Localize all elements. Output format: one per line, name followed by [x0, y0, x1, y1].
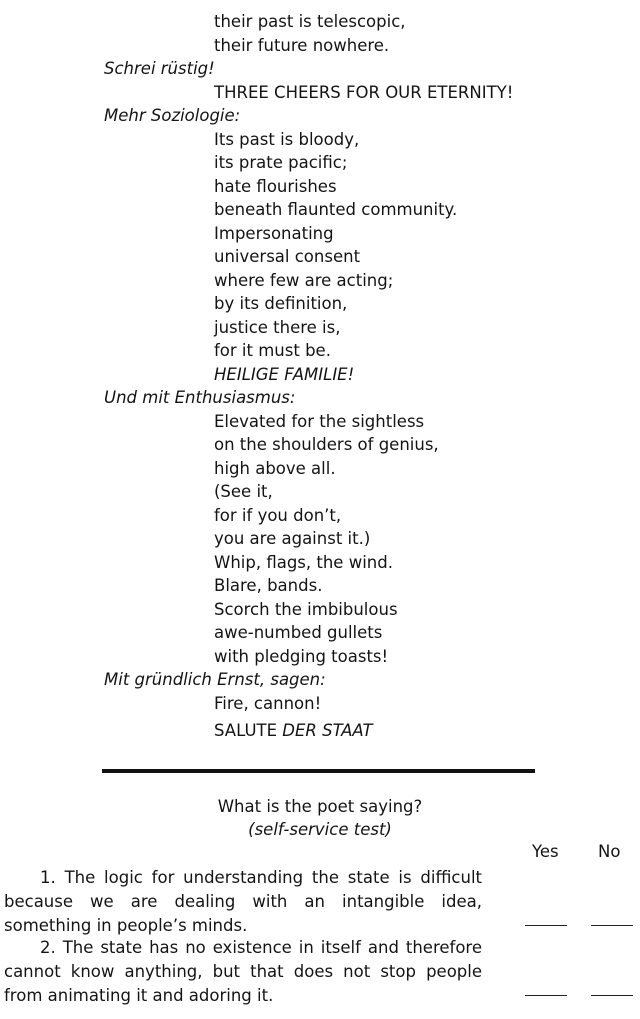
poem-line: THREE CHEERS FOR OUR ETERNITY!: [214, 82, 514, 102]
poem-line: Impersonating: [214, 223, 334, 243]
test-item-text: The state has no existence in itself and therefore cannot know anything, but that does not stop people from animating it and adoring it.: [4, 938, 482, 1005]
poem-line: their future nowhere.: [214, 35, 390, 55]
poem-line: Fire, cannon!: [214, 693, 322, 713]
poem-line: hate flourishes: [214, 176, 337, 196]
test-item-number: 2.: [40, 938, 56, 957]
test-title: What is the poet saying?: [217, 797, 423, 816]
column-header-yes: Yes: [532, 842, 559, 861]
poem-line: their past is telescopic,: [214, 12, 406, 31]
poem-line: Elevated for the sightless: [214, 411, 425, 431]
poem-line: you are against it.): [214, 529, 371, 548]
poem-line: Whip, flags, the wind.: [214, 552, 393, 572]
answer-blank-yes-1[interactable]: [525, 925, 567, 926]
test-item-number: 1.: [40, 868, 56, 887]
column-header-no: No: [598, 842, 621, 861]
test-subtitle: (self-service test): [248, 820, 392, 839]
poem-line: on the shoulders of genius,: [214, 435, 439, 454]
poem-line: for it must be.: [214, 341, 331, 360]
poem-line: (See it,: [214, 482, 273, 501]
poem-line: Scorch the imbibulous: [214, 599, 398, 619]
poem-last-line: [214, 721, 373, 741]
test-item-text: The logic for understanding the state is difficult because we are dealing with an intangible idea, something in people’s minds.: [4, 868, 482, 935]
poem-line: awe-numbed gullets: [214, 623, 383, 642]
poem-last-line-italic: DER STAAT: [282, 721, 373, 740]
poem-line: its prate pacific;: [214, 153, 348, 172]
poem-line: justice there is,: [214, 317, 341, 337]
poem-last-line-plain: SALUTE: [214, 721, 283, 740]
poem-cue-line: Und mit Enthusiasmus:: [104, 388, 296, 407]
poem-cue-line: Mit gründlich Ernst, sagen:: [104, 670, 326, 689]
poem-line: beneath flaunted community.: [214, 200, 458, 219]
poem-line: where few are acting;: [214, 270, 394, 290]
section-divider: [102, 769, 535, 773]
poem-line: high above all.: [214, 458, 336, 478]
poem-cue-line: Schrei rüstig!: [104, 59, 215, 78]
poem-line: with pledging toasts!: [214, 646, 389, 666]
poem-line: HEILIGE FAMILIE!: [214, 364, 355, 384]
test-item-1: [4, 866, 482, 938]
poem-line: for if you don’t,: [214, 505, 342, 525]
answer-blank-no-2[interactable]: [591, 995, 633, 996]
poem-cue-line: Mehr Soziologie:: [104, 106, 241, 125]
test-item-2: [4, 936, 482, 1008]
poem-line: by its definition,: [214, 294, 348, 313]
poem-line: Its past is bloody,: [214, 129, 360, 149]
answer-blank-yes-2[interactable]: [525, 995, 567, 996]
poem-line: universal consent: [214, 247, 361, 266]
poem-line: Blare, bands.: [214, 576, 323, 595]
answer-blank-no-1[interactable]: [591, 925, 633, 926]
